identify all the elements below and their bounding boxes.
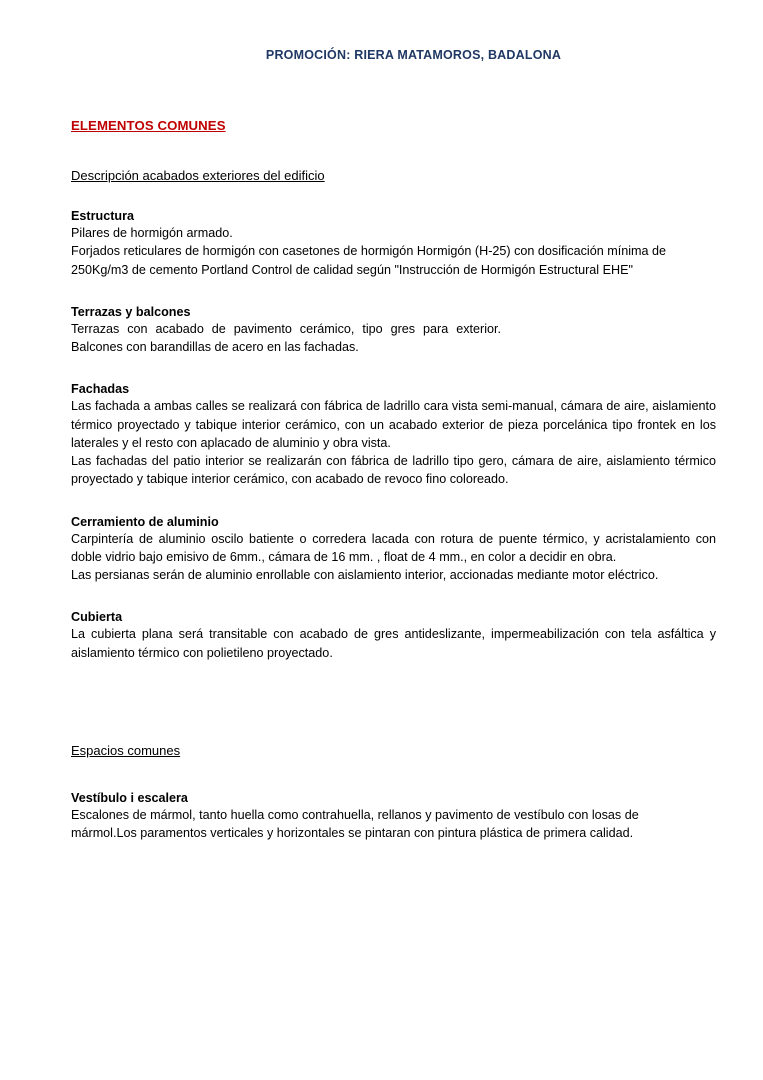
- block-heading-fachadas: Fachadas: [71, 382, 130, 397]
- block-text-fachadas-1: Las fachada a ambas calles se realizará con fábrica de ladrillo cara vista semi-manual, cámara de aire, aislamiento térmico proyectado y tabique interior cerámico, con un acabado exterior de pieza porcelánica tipo frontek en los laterales y el resto con aplacado de aluminio y obra vista.: [71, 399, 716, 450]
- block-text-terrazas-1: Terrazas con acabado de pavimento cerámico, tipo gres para exterior. Balcones con barandillas de acero en las fachadas.: [71, 321, 501, 354]
- block-text-estructura-1: Pilares de hormigón armado.: [71, 226, 233, 240]
- block-text-cerramiento-1: Carpintería de aluminio oscilo batiente o corredera lacada con rotura de puente térmico, y acristalamiento con doble vidrio bajo emisivo de 6mm., cámara de 16 mm. , float de 4 mm., en color a decidir en obra.: [71, 531, 716, 564]
- block-estructura: [71, 209, 716, 279]
- document-header: PROMOCIÓN: RIERA MATAMOROS, BADALONA: [265, 48, 562, 62]
- block-fachadas: [71, 382, 716, 488]
- block-cubierta: [71, 610, 716, 662]
- block-terrazas-balcones: [71, 305, 716, 357]
- subsection-title-espacios-comunes: Espacios comunes: [71, 742, 181, 758]
- block-text-estructura-2: Forjados reticulares de hormigón con casetones de hormigón Hormigón (H-25) con dosificación mínima de 250Kg/m3 de cemento Portland Control de calidad según "Instrucción de Hormigón Estructural EHE": [71, 244, 666, 277]
- block-heading-cubierta: Cubierta: [71, 610, 123, 625]
- block-vestibulo-escalera: [71, 791, 716, 843]
- section-title-elementos-comunes: ELEMENTOS COMUNES: [71, 118, 226, 133]
- block-heading-estructura: Estructura: [71, 209, 134, 223]
- block-text-cerramiento-2: Las persianas serán de aluminio enrollable con aislamiento interior, accionadas mediante motor eléctrico.: [71, 568, 659, 582]
- block-heading-vestibulo: Vestíbulo i escalera: [71, 790, 188, 805]
- block-text-vestibulo-1: Escalones de mármol, tanto huella como contrahuella, rellanos y pavimento de vestíbulo con losas de mármol.Los paramentos verticales y horizontales se pintaran con pintura plástica de primera calidad.: [71, 807, 639, 840]
- block-text-cubierta-1: La cubierta plana será transitable con acabado de gres antideslizante, impermeabilización con tela asfáltica y aislamiento térmico con polietileno proyectado.: [71, 627, 716, 660]
- block-heading-cerramiento: Cerramiento de aluminio: [71, 514, 219, 529]
- subsection-title-exteriores: Descripción acabados exteriores del edificio: [71, 168, 325, 183]
- spacer: [71, 662, 716, 708]
- block-heading-terrazas: Terrazas y balcones: [71, 304, 191, 319]
- block-cerramiento-aluminio: [71, 515, 716, 585]
- block-text-fachadas-2: Las fachadas del patio interior se realizarán con fábrica de ladrillo tipo gero, cámara de aire, aislamiento térmico proyectado y tabique interior cerámico, con acabado de revoco fino coloreado.: [71, 454, 716, 487]
